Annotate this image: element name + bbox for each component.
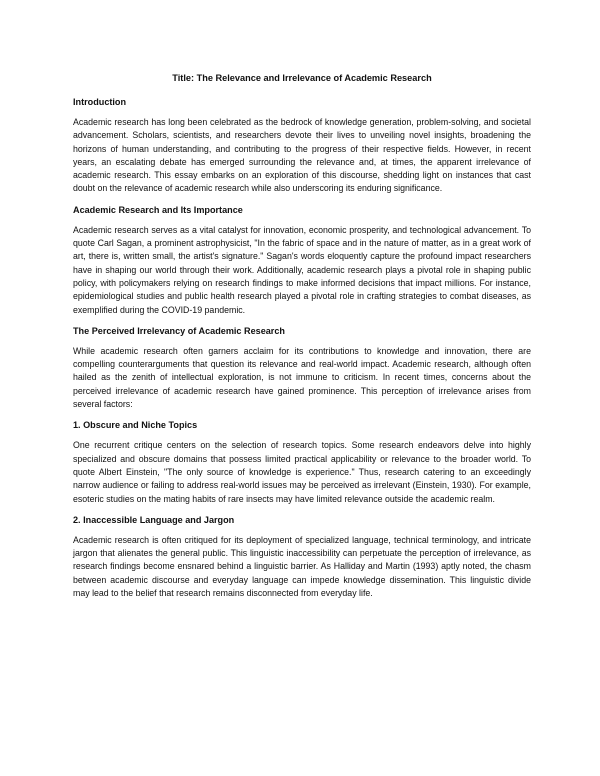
section-heading-importance: Academic Research and Its Importance bbox=[73, 204, 243, 215]
section-heading-obscure-topics: 1. Obscure and Niche Topics bbox=[73, 420, 198, 431]
section-heading-introduction: Introduction bbox=[73, 97, 127, 107]
section-paragraph-irrelevancy: While academic research often garners acclaim for its contributions to knowledge and innovation, there are compelling counterarguments that question its relevance and real-world impact. Academic research, although often hailed as the zenith of intellectual exploration, is not immune to criticism. In recent times, concerns about the perceived irrelevance of academic research have gained prominence. This perception of irrelevance arises from several factors: bbox=[73, 345, 531, 410]
section-paragraph-introduction: Academic research has long been celebrated as the bedrock of knowledge generation, problem-solving, and societal advancement. Scholars, scientists, and researchers devote their lives to unveiling novel insights, broadening the horizons of human understanding, and contributing to the progress of their respective fields. However, in recent years, an escalating debate has emerged surrounding the relevance and, at times, the apparent irrelevance of academic research. This essay embarks on an exploration of this discourse, shedding light on instances that cast doubt on the relevance of academic research while also underscoring its enduring significance. bbox=[73, 117, 531, 194]
document-title: Title: The Relevance and Irrelevance of Academic Research bbox=[172, 73, 432, 83]
section-paragraph-importance: Academic research serves as a vital catalyst for innovation, economic prosperity, and technological advancement. To quote Carl Sagan, a prominent astrophysicist, "In the fabric of space and in the nature of matter, as in a great work of art, there is, written small, the artist's signature." Sagan's words eloquently capture the profound impact researchers have in shaping our world through their work. Additionally, academic research plays a pivotal role in shaping public policy, with policymakers relying on research findings to make informed decisions that impact millions. For instance, epidemiological studies and public health research played a pivotal role in crafting strategies to combat diseases, as exemplified during the COVID-19 pandemic. bbox=[73, 224, 531, 315]
section-heading-irrelevancy: The Perceived Irrelevancy of Academic Research bbox=[73, 325, 285, 336]
section-heading-jargon: 2. Inaccessible Language and Jargon bbox=[73, 514, 235, 525]
section-paragraph-obscure-topics: One recurrent critique centers on the selection of research topics. Some research endeavors delve into highly specialized and obscure domains that possess limited practical applicability or relevance to the broader world. To quote Albert Einstein, "The only source of knowledge is experience." Thus, research catering to an exceedingly narrow audience or failing to address real-world issues may be perceived as irrelevant (Einstein, 1930). For example, esoteric studies on the mating habits of rare insects may have limited relevance outside the academic realm. bbox=[73, 440, 531, 504]
section-paragraph-jargon: Academic research is often critiqued for its deployment of specialized language, technical terminology, and intricate jargon that alienates the general public. This linguistic inaccessibility can perpetuate the perception of irrelevance, as research findings become ensnared behind a linguistic barrier. As Halliday and Martin (1993) aptly noted, the chasm between academic discourse and everyday language can impede knowledge dissemination. This linguistic divide may lead to the belief that research remains disconnected from everyday life. bbox=[73, 534, 531, 599]
